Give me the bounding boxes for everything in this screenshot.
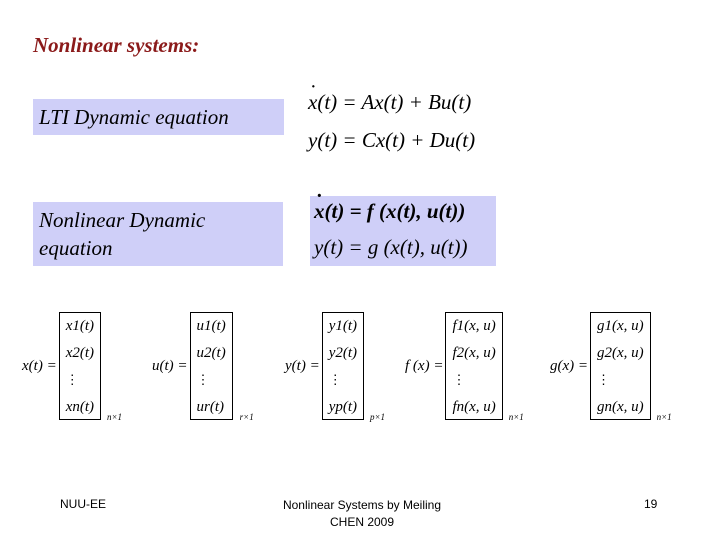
state-function-vector (405, 310, 524, 422)
state-vector (22, 310, 123, 422)
lti-output-equation: y(t) = Cx(t) + Du(t) (308, 128, 476, 152)
vector-bracket (445, 312, 524, 422)
vector-entry: yp(t) (328, 398, 358, 415)
nonlinear-state-equation (314, 199, 465, 224)
vector-label: y(t) = (285, 357, 320, 374)
footer-course (262, 497, 462, 531)
footer-course-line2: CHEN 2009 (329, 515, 395, 529)
vector-label: f (x) = (405, 357, 444, 374)
page-number: 19 (644, 497, 658, 511)
nonlinear-label-box (33, 202, 283, 266)
vector-label: g(x) = (550, 357, 589, 374)
lti-state-equation-rhs: (t) = Ax(t) + Bu(t) (317, 90, 472, 114)
vector-dimension: r×1 (239, 412, 254, 422)
lti-state-derivative: · x (308, 90, 317, 115)
vector-bracket (59, 312, 123, 422)
vector-entry: g1(x, u) (597, 317, 644, 334)
vector-label: x(t) = (22, 357, 57, 374)
vector-entry: xn(t) (65, 398, 95, 415)
vector-entry: x1(t) (65, 317, 95, 334)
nonlinear-state-derivative: · x (314, 199, 325, 224)
nonlinear-label-line1: Nonlinear Dynamic (39, 208, 206, 232)
vector-dimension: p×1 (369, 412, 386, 422)
vector-entry: y1(t) (328, 317, 358, 334)
vector-entry: g2(x, u) (597, 344, 644, 361)
nonlinear-output-equation: y(t) = g (x(t), u(t)) (314, 235, 468, 259)
vector-bracket (190, 312, 254, 422)
lti-state-equation (308, 90, 471, 115)
output-vector (285, 310, 386, 422)
nonlinear-label-line2: equation (39, 236, 113, 260)
vector-bracket (590, 312, 672, 422)
vector-entry: u2(t) (196, 344, 226, 361)
vector-entry: u1(t) (196, 317, 226, 334)
vector-entry: ur(t) (196, 398, 225, 415)
vector-ellipsis: ⋮ (597, 371, 611, 387)
vector-ellipsis: ⋮ (328, 371, 342, 387)
output-function-vector (550, 310, 672, 422)
footer-org: NUU-EE (60, 497, 107, 511)
input-vector (152, 310, 254, 422)
vector-entry: gn(x, u) (597, 398, 644, 415)
vector-entry: fn(x, u) (452, 398, 496, 415)
footer-course-line1: Nonlinear Systems by Meiling (282, 498, 442, 512)
vector-dimension: n×1 (106, 412, 123, 422)
vector-entry: f1(x, u) (452, 317, 496, 334)
nonlinear-state-equation-rhs: (t) = f (x(t), u(t)) (324, 199, 466, 223)
vector-entry: y2(t) (328, 344, 358, 361)
vector-bracket (322, 312, 386, 422)
vector-ellipsis: ⋮ (196, 371, 210, 387)
vector-dimension: n×1 (508, 412, 524, 422)
vector-entry: f2(x, u) (452, 344, 496, 361)
vector-dimension: n×1 (656, 412, 672, 422)
slide-title: Nonlinear systems: (33, 33, 200, 57)
vector-ellipsis: ⋮ (65, 371, 79, 387)
lti-label: LTI Dynamic equation (39, 105, 229, 129)
vector-ellipsis: ⋮ (452, 371, 466, 387)
vector-label: u(t) = (152, 357, 188, 374)
lti-label-box (33, 99, 284, 135)
vector-entry: x2(t) (65, 344, 95, 361)
